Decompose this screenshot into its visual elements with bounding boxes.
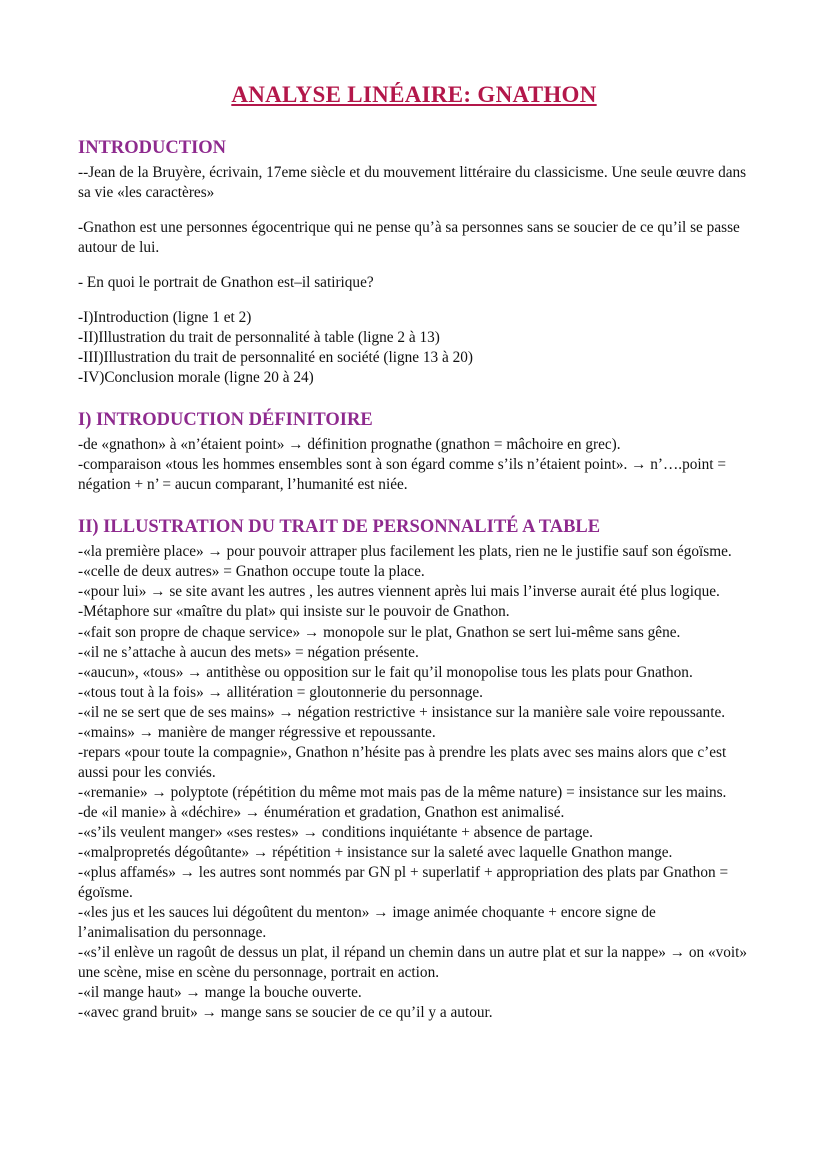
analysis-line: -«les jus et les sauces lui dégoûtent du menton» → image animée choquante + encore signe de l’animalisation du personnage.: [78, 903, 656, 941]
section-body: [78, 542, 750, 1023]
section-body: [78, 163, 750, 388]
analysis-line: -«fait son propre de chaque service» → monopole sur le plat, Gnathon se sert lui-même sans gêne.: [78, 623, 681, 641]
analysis-line: -«malpropretés dégoûtante» → répétition + insistance sur la saleté avec laquelle Gnathon mange.: [78, 843, 673, 861]
outline-item: -IV)Conclusion morale (ligne 20 à 24): [78, 369, 314, 387]
analysis-line: -repars «pour toute la compagnie», Gnathon n’hésite pas à prendre les plats avec ses mains alors que c’est aussi pour les conviés.: [78, 743, 727, 781]
section-introduction-definitoire: [78, 410, 750, 495]
analysis-line: -«mains» → manière de manger régressive et repoussante.: [78, 723, 436, 741]
outline-item: -I)Introduction (ligne 1 et 2): [78, 309, 252, 327]
analysis-line: -«s’il enlève un ragoût de dessus un plat, il répand un chemin dans un autre plat et sur la nappe» → on «voit» une scène, mise en scène du personnage, portrait en action.: [78, 944, 748, 982]
section-heading: I) INTRODUCTION DÉFINITOIRE: [78, 410, 373, 431]
analysis-line: -«il ne s’attache à aucun des mets» = négation présente.: [78, 643, 419, 661]
analysis-line: -«il mange haut» → mange la bouche ouverte.: [78, 984, 362, 1002]
analysis-line: -«plus affamés» → les autres sont nommés par GN pl + superlatif + appropriation des plats par Gnathon = égoïsme.: [78, 863, 729, 901]
paragraph: -Gnathon est une personnes égocentrique qui ne pense qu’à sa personnes sans se soucier de ce qu’il se passe autour de lui.: [78, 219, 740, 257]
section-introduction: [78, 138, 750, 388]
spacer: [78, 203, 750, 218]
analysis-line: -«avec grand bruit» → mange sans se soucier de ce qu’il y a autour.: [78, 1004, 493, 1022]
section-body: [78, 435, 750, 495]
analysis-line: -«remanie» → polyptote (répétition du même mot mais pas de la même nature) = insistance sur les mains.: [78, 783, 727, 801]
section-heading: INTRODUCTION: [78, 138, 227, 158]
analysis-line: -«pour lui» → se site avant les autres , les autres viennent après lui mais l’inverse aurait été plus logique.: [78, 583, 720, 601]
analysis-line: -«tous tout à la fois» → allitération = gloutonnerie du personnage.: [78, 683, 483, 701]
analysis-line: -«aucun», «tous» → antithèse ou opposition sur le fait qu’il monopolise tous les plats pour Gnathon.: [78, 663, 693, 681]
analysis-line: -«la première place» → pour pouvoir attraper plus facilement les plats, rien ne le justifie sauf son égoïsme.: [78, 543, 732, 561]
analysis-line: -Métaphore sur «maître du plat» qui insiste sur le pouvoir de Gnathon.: [78, 603, 510, 621]
analysis-line: -«celle de deux autres» = Gnathon occupe toute la place.: [78, 563, 425, 581]
analysis-line: -de «il manie» à «déchire» → énumération et gradation, Gnathon est animalisé.: [78, 803, 565, 821]
spacer: [78, 258, 750, 273]
page-title: ANALYSE LINÉAIRE: GNATHON: [231, 82, 597, 107]
outline-item: -III)Illustration du trait de personnalité en société (ligne 13 à 20): [78, 349, 474, 367]
section-illustration-table: [78, 517, 750, 1023]
analysis-line: -«il ne se sert que de ses mains» → négation restrictive + insistance sur la manière sale voire repoussante.: [78, 703, 726, 721]
analysis-line: -de «gnathon» à «n’étaient point» → définition prognathe (gnathon = mâchoire en grec).: [78, 436, 621, 454]
analysis-line: -«s’ils veulent manger» «ses restes» → conditions inquiétante + absence de partage.: [78, 823, 593, 841]
paragraph: --Jean de la Bruyère, écrivain, 17eme siècle et du mouvement littéraire du classicisme. Une seule œuvre dans sa vie «les caractères»: [78, 164, 747, 202]
section-heading: II) ILLUSTRATION DU TRAIT DE PERSONNALITÉ A TABLE: [78, 517, 601, 538]
spacer: [78, 293, 750, 308]
outline-item: -II)Illustration du trait de personnalité à table (ligne 2 à 13): [78, 329, 440, 347]
paragraph: - En quoi le portrait de Gnathon est–il satirique?: [78, 274, 374, 292]
analysis-line: -comparaison «tous les hommes ensembles sont à son égard comme s’ils n’étaient point». → n’….point = négation + n’ = aucun comparant, l’humanité est niée.: [78, 456, 727, 494]
